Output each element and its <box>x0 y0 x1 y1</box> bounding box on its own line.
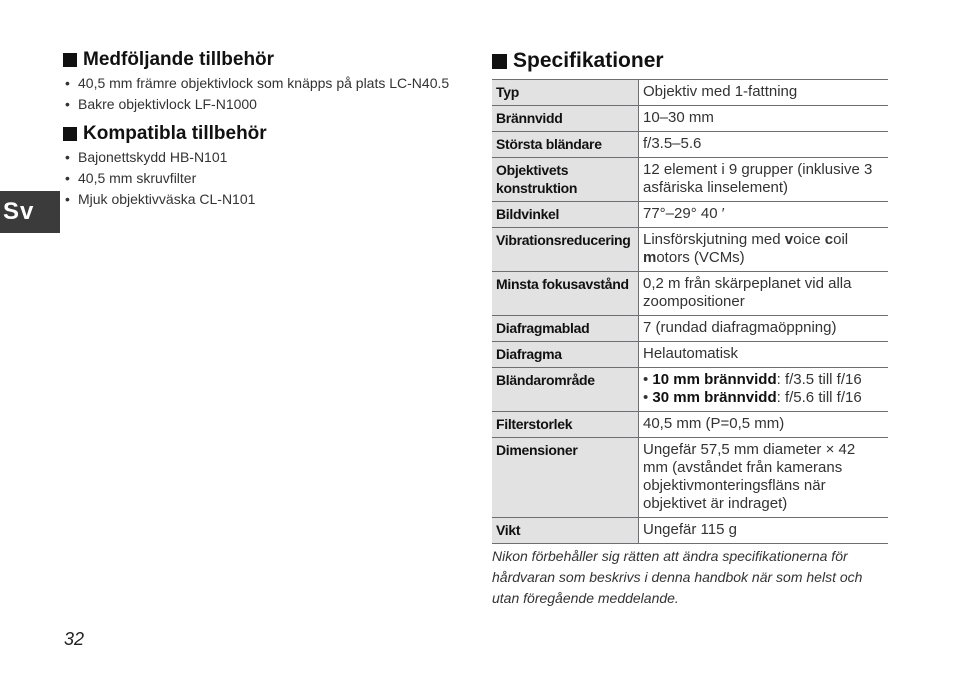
spec-value <box>639 368 889 412</box>
list-item <box>63 147 463 168</box>
specifications-column <box>492 47 888 609</box>
section-heading <box>63 47 463 73</box>
table-row <box>492 342 888 368</box>
square-bullet-icon <box>492 54 507 69</box>
bullet-icon: • <box>643 389 653 406</box>
vr-text: oice <box>793 231 825 248</box>
spec-value: 77°–29° 40 ′ <box>639 202 889 228</box>
spec-value: Ungefär 115 g <box>639 518 889 544</box>
spec-value: 10–30 mm <box>639 106 889 132</box>
square-bullet-icon <box>63 127 77 141</box>
spec-value: f/3.5–5.6 <box>639 132 889 158</box>
bullet-icon: • <box>65 170 70 186</box>
bullet-icon: • <box>643 371 653 388</box>
disclaimer-note: Nikon förbehåller sig rätten att ändra specifikationerna för hårdvaran som beskrivs i denna handbok när som helst och utan föregående meddelande. <box>492 548 863 606</box>
spec-key: Bildvinkel <box>492 202 639 228</box>
page-number: 32 <box>64 629 85 649</box>
spec-key: Bländarområde <box>492 368 639 412</box>
spec-key: Dimensioner <box>492 438 639 518</box>
vr-text: oil <box>833 231 849 248</box>
spec-key: Brännvidd <box>492 106 639 132</box>
spec-key: Diafragma <box>492 342 639 368</box>
bullet-icon: • <box>65 149 70 165</box>
list-item <box>63 168 463 189</box>
table-row <box>492 106 888 132</box>
section-title: Specifikationer <box>513 49 664 72</box>
vr-text: Linsförskjutning med <box>643 231 785 248</box>
vr-letter: v <box>784 231 794 248</box>
table-row <box>492 228 888 272</box>
accessories-column <box>63 47 463 210</box>
bullet-icon: • <box>65 96 70 112</box>
spec-key: Diafragmablad <box>492 316 639 342</box>
spec-key: Minsta fokusavstånd <box>492 272 639 316</box>
spec-key: Vibrationsreducering <box>492 228 639 272</box>
table-row <box>492 272 888 316</box>
list-item-text: 40,5 mm främre objektivlock som knäpps på plats LC-N40.5 <box>78 75 450 91</box>
section-heading <box>63 121 463 147</box>
table-row <box>492 316 888 342</box>
table-row <box>492 132 888 158</box>
table-row <box>492 518 888 544</box>
table-row <box>492 202 888 228</box>
list-item <box>63 73 463 94</box>
specifications-table <box>492 79 888 544</box>
spec-key: Filterstorlek <box>492 412 639 438</box>
spec-key: Största bländare <box>492 132 639 158</box>
aperture-focal: 30 mm brännvidd <box>652 389 777 406</box>
list-item-text: Mjuk objektivväska CL-N101 <box>78 191 256 207</box>
table-row <box>492 80 888 106</box>
aperture-item <box>643 371 884 389</box>
list-item-text: Bajonettskydd HB-N101 <box>78 149 228 165</box>
spec-value: Ungefär 57,5 mm diameter × 42 mm (avståndet från kamerans objektivmonteringsfläns när objektivet är indraget) <box>639 438 889 518</box>
vr-text: otors (VCMs) <box>656 249 745 266</box>
spec-key: Typ <box>492 80 639 106</box>
aperture-item <box>643 389 884 407</box>
list-item <box>63 189 463 210</box>
aperture-focal: 10 mm brännvidd <box>652 371 777 388</box>
spec-value: 7 (rundad diafragmaöppning) <box>639 316 889 342</box>
table-row <box>492 438 888 518</box>
spec-key: Objektivets konstruktion <box>492 158 639 202</box>
square-bullet-icon <box>63 53 77 67</box>
spec-value: Helautomatisk <box>639 342 889 368</box>
table-row <box>492 412 888 438</box>
aperture-range: : f/5.6 till f/16 <box>776 389 862 406</box>
spec-value <box>639 228 889 272</box>
aperture-range: : f/3.5 till f/16 <box>776 371 862 388</box>
table-row <box>492 368 888 412</box>
bullet-icon: • <box>65 75 70 91</box>
included-accessories-list <box>63 73 463 115</box>
bullet-icon: • <box>65 191 70 207</box>
section-title: Medföljande tillbehör <box>83 49 275 70</box>
list-item <box>63 94 463 115</box>
section-title: Kompatibla tillbehör <box>83 123 267 144</box>
list-item-text: 40,5 mm skruvfilter <box>78 170 197 186</box>
spec-value: 40,5 mm (P=0,5 mm) <box>639 412 889 438</box>
vr-letter: m <box>643 249 657 266</box>
language-tab: Sv <box>0 191 60 233</box>
vr-letter: c <box>824 231 834 248</box>
spec-value: Objektiv med 1-fattning <box>639 80 889 106</box>
table-row <box>492 158 888 202</box>
spec-key: Vikt <box>492 518 639 544</box>
compatible-accessories-list <box>63 147 463 210</box>
spec-value: 0,2 m från skärpeplanet vid alla zoompositioner <box>639 272 889 316</box>
spec-value: 12 element i 9 grupper (inklusive 3 asfäriska linselement) <box>639 158 889 202</box>
section-heading <box>492 47 888 75</box>
list-item-text: Bakre objektivlock LF-N1000 <box>78 96 257 112</box>
